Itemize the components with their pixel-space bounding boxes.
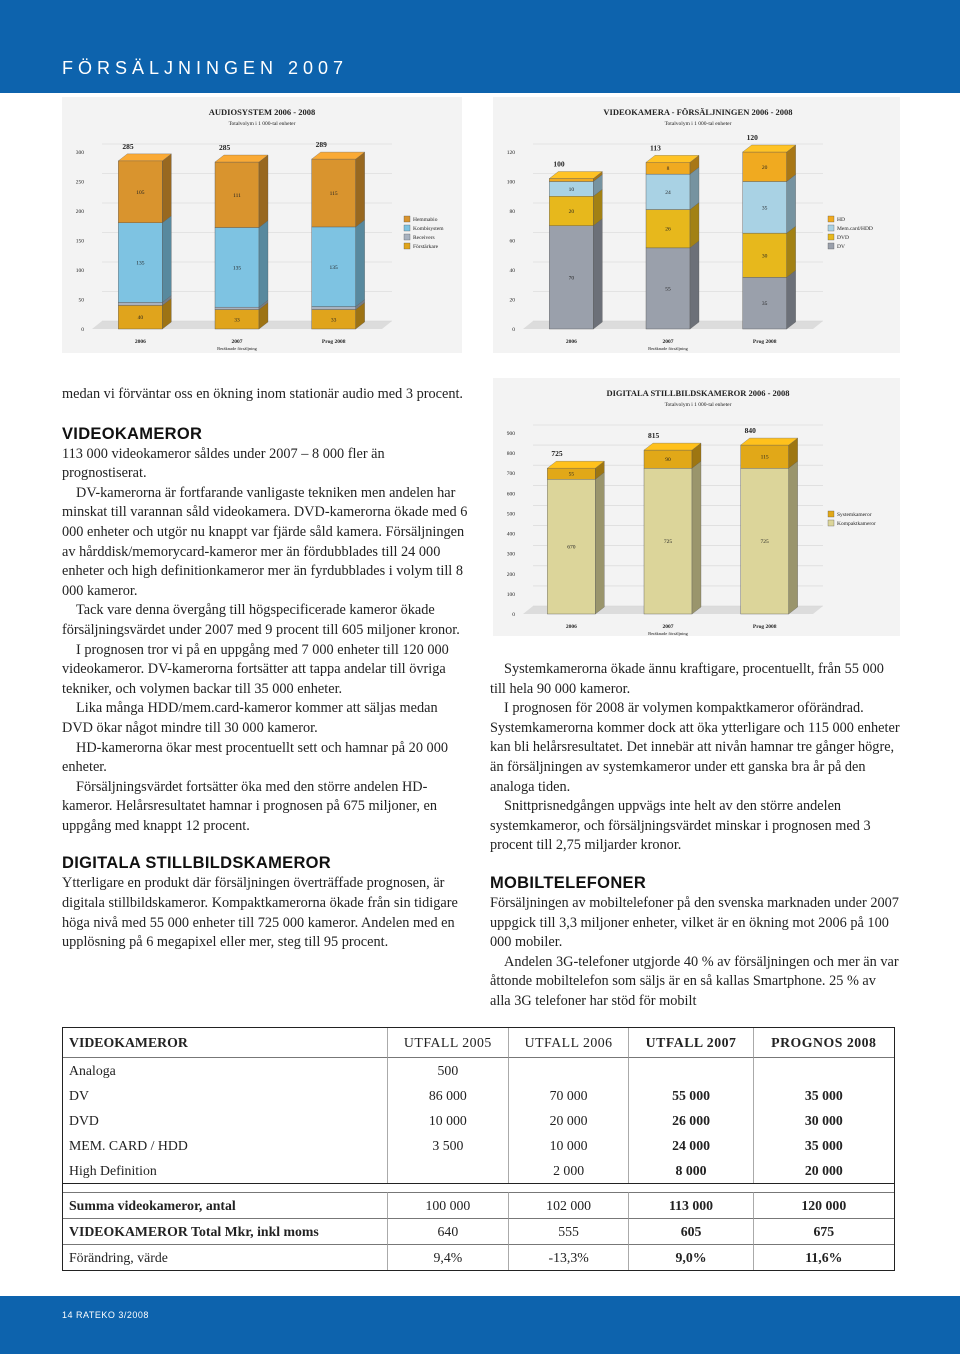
table-header-row xyxy=(63,1028,894,1057)
y-tick-label: 60 xyxy=(509,238,515,245)
segment-label: 35 xyxy=(761,301,768,308)
x-tick-label: 2006 xyxy=(565,339,577,345)
paragraph-video-4: I prognosen tror vi på en uppgång med 7 000 enheter till 120 000 videokameror. DV-kamerorna fortsätter att tappa andelar till övriga tekniker, och volymen backar till 35 000 enheter. xyxy=(62,641,449,697)
row-label: DV xyxy=(63,1083,388,1108)
segment-label: 135 xyxy=(136,260,145,267)
x-tick-label: 2007 xyxy=(231,339,243,345)
videokameror-table xyxy=(62,1027,895,1271)
legend-label: DVD xyxy=(837,235,849,241)
y-tick-label: 200 xyxy=(506,571,515,578)
segment-label: 33 xyxy=(330,317,337,324)
legend-swatch xyxy=(828,243,834,249)
table-title: VIDEOKAMEROR xyxy=(63,1028,388,1057)
bar-segment xyxy=(312,307,356,310)
bar-side xyxy=(690,241,699,329)
paragraph-digital-1: Ytterligare en produkt där försäljningen överträffade prognosen, är digitala stillbildskameror. Kompaktkamerorna ökade från sin tidigare höga nivå med 55 000 enheter till 725 000 kameror. Andelen med en upplösning på 6 megapixel eller mer, steg till 95 procent. xyxy=(62,875,458,951)
paragraph-video-6: HD-kamerorna ökar mest procentuellt sett och hamnar på 20 000 enheter. xyxy=(62,739,448,776)
segment-label: 26 xyxy=(665,226,671,233)
legend-label: Mem.card/HDD xyxy=(837,226,873,232)
bar-side xyxy=(690,203,699,248)
x-tick-label: Prog 2008 xyxy=(752,339,777,345)
segment-label: 20 xyxy=(761,164,768,171)
legend-swatch xyxy=(828,520,834,526)
cell: 35 000 xyxy=(804,1087,843,1103)
page-footer xyxy=(0,1296,960,1354)
segment-label: 135 xyxy=(329,264,338,271)
chart-subtitle: Totalvolym i 1 000-tal enheter xyxy=(228,121,296,127)
y-tick-label: 150 xyxy=(75,238,84,245)
y-tick-label: 50 xyxy=(78,297,84,304)
x-tick-label: 2006 xyxy=(134,339,146,345)
legend-label: Hemmabio xyxy=(413,217,438,223)
y-tick-label: 300 xyxy=(506,551,515,558)
segment-label: 70 xyxy=(568,275,575,282)
y-tick-label: 600 xyxy=(506,491,515,498)
y-tick-label: 40 xyxy=(509,268,515,274)
cell: 70 000 xyxy=(509,1083,630,1108)
cell xyxy=(509,1057,630,1083)
cell: 35 000 xyxy=(804,1137,843,1153)
bar-side xyxy=(787,175,796,234)
bar-side xyxy=(787,226,796,277)
heading-digitala-stillbildskameror: DIGITALA STILLBILDSKAMEROR xyxy=(62,854,332,873)
column-header: PROGNOS 2008 xyxy=(771,1034,877,1050)
bar-side xyxy=(259,221,268,308)
total-label: 285 xyxy=(122,141,134,151)
total-label: 725 xyxy=(551,449,563,459)
cell xyxy=(388,1158,509,1183)
cell: 86 000 xyxy=(388,1083,509,1108)
chart-audiosystem-svg xyxy=(62,97,462,353)
legend-swatch xyxy=(828,511,834,517)
y-tick-label: 120 xyxy=(506,150,515,156)
chart-videokamera-svg xyxy=(493,97,900,353)
cell: 675 xyxy=(754,1218,894,1244)
x-tick-label: Prog 2008 xyxy=(752,624,777,630)
cell: 555 xyxy=(509,1218,630,1244)
row-label: High Definition xyxy=(63,1158,388,1183)
column-header: UTFALL 2007 xyxy=(629,1028,753,1057)
summary-row xyxy=(63,1244,894,1270)
segment-label: 115 xyxy=(760,454,769,461)
summary-row xyxy=(63,1192,894,1218)
bar-top xyxy=(312,152,365,159)
page-header xyxy=(0,0,960,93)
y-tick-label: 500 xyxy=(506,511,515,518)
row-label: Analoga xyxy=(63,1057,388,1083)
total-label: 815 xyxy=(648,431,660,441)
summary-row xyxy=(63,1218,894,1244)
total-label: 100 xyxy=(553,159,565,169)
paragraph-system-2: I prognosen för 2008 är volymen kompaktkameror oförändrad. Systemkamerorna kommer dock att öka ytterligare och 115 000 enheter kan bli helårsresultatet. Det innebär att nivån hamnar tre gånger högre, än försäljningen av systemkameror under ett ganska bra år på den analoga tiden. xyxy=(490,700,900,795)
y-tick-label: 300 xyxy=(75,150,84,156)
cell: 11,6% xyxy=(754,1244,894,1270)
row-label: Summa videokameror, antal xyxy=(63,1192,388,1218)
chart-footnote: Beräknade försäljning xyxy=(648,346,688,351)
legend-label: Kompaktkameror xyxy=(837,521,876,527)
legend-swatch xyxy=(828,225,834,231)
cell xyxy=(629,1057,753,1083)
paragraph-mobil-1: Försäljningen av mobiltelefoner på den svenska marknaden under 2007 uppgick till 3,3 miljoner enheter, vilket är en ökning mot 2006 på 100 000 mobiler. xyxy=(490,894,899,951)
chart-videokamera xyxy=(493,97,900,353)
segment-label: 30 xyxy=(761,253,768,260)
y-tick-label: 0 xyxy=(81,327,84,333)
legend-swatch xyxy=(828,234,834,240)
cell: 26 000 xyxy=(629,1108,753,1133)
total-label: 840 xyxy=(744,426,756,436)
cell: 640 xyxy=(388,1218,509,1244)
bar-top xyxy=(215,155,268,162)
bar-top xyxy=(118,154,171,161)
paragraph-video-1: 113 000 videokameror såldes under 2007 – 8 000 fler än prognostiserat. xyxy=(62,445,385,482)
chart-digitala-svg xyxy=(493,378,900,636)
chart-footnote: Beräknade försäljning xyxy=(217,346,257,351)
bar-top xyxy=(743,145,796,152)
x-tick-label: 2007 xyxy=(662,624,674,630)
legend-swatch xyxy=(404,216,410,222)
segment-label: 10 xyxy=(568,186,575,193)
paragraph-system-1: Systemkamerorna ökade ännu kraftigare, procentuellt, från 55 000 till hela 90 000 kameror. xyxy=(490,661,884,697)
cell: 20 000 xyxy=(509,1108,630,1133)
y-tick-label: 900 xyxy=(506,431,515,437)
bar-side xyxy=(690,167,699,209)
bar-side xyxy=(787,270,796,329)
heading-mobiltelefoner: MOBILTELEFONER xyxy=(490,873,647,892)
y-tick-label: 800 xyxy=(506,451,515,458)
y-tick-label: 80 xyxy=(509,209,515,215)
bar-top xyxy=(549,172,602,179)
segment-label: 8 xyxy=(666,166,670,173)
legend-swatch xyxy=(404,225,410,231)
bar-side xyxy=(356,152,365,227)
segment-label: 90 xyxy=(665,457,671,464)
cell: 3 500 xyxy=(388,1133,509,1158)
bar-top xyxy=(547,461,604,468)
cell: 2 000 xyxy=(509,1158,630,1183)
table-row xyxy=(63,1057,894,1083)
total-label: 120 xyxy=(746,133,758,142)
segment-label: 33 xyxy=(234,317,240,324)
chart-subtitle: Totalvolym i 1 000-tal enheter xyxy=(664,121,732,127)
cell xyxy=(754,1057,894,1083)
segment-label: 20 xyxy=(568,209,575,215)
bar-top xyxy=(646,155,699,162)
y-tick-label: 0 xyxy=(512,327,515,333)
legend-label: Förstärkare xyxy=(413,244,439,250)
table-separator xyxy=(63,1183,894,1192)
bar-side xyxy=(162,216,171,303)
paragraph-mobil-2: Andelen 3G-telefoner utgjorde 40 % av försäljningen och mer än var åttonde mobiltelefon som säljs är en så kallas Smartphone. 25 % av alla 3G telefoner har stöd för mobilt xyxy=(490,953,899,1009)
y-tick-label: 250 xyxy=(75,179,84,186)
table-row xyxy=(63,1108,894,1133)
cell: 100 000 xyxy=(388,1192,509,1218)
cell: 9,4% xyxy=(388,1244,509,1270)
total-label: 289 xyxy=(315,140,327,150)
bar-top xyxy=(741,438,798,445)
legend-label: Receivers xyxy=(413,235,435,241)
bar-top xyxy=(644,443,701,450)
paragraph-video-3: Tack vare denna övergång till högspecificerade kameror ökade försäljningsvärdet under 2007 med 9 procent till 605 miljoner kronor. xyxy=(62,602,460,638)
bar-side xyxy=(789,461,798,614)
chart-audiosystem xyxy=(62,97,462,353)
segment-label: 111 xyxy=(233,192,241,199)
y-tick-label: 100 xyxy=(506,591,515,598)
bar-segment xyxy=(549,179,593,182)
paragraph-video-2: DV-kamerorna är fortfarande vanligaste tekniken men andelen har minskat till varannan såld videokamera. DVD-kamerorna ökade med 6 000 enheter och utgör nu knappt var fjärde såld kamera. Försäljningen av hårddisk/memorycard-kameror mer än fördubblades till 24 000 enheter och high definitionkameror mer än fyrdubblades i volym till 8 000 kameror. xyxy=(62,484,468,599)
chart-title: VIDEOKAMERA - FÖRSÄLJNINGEN 2006 - 2008 xyxy=(603,107,793,117)
segment-label: 725 xyxy=(663,539,673,546)
cell: 24 000 xyxy=(629,1133,753,1158)
segment-label: 40 xyxy=(137,315,144,322)
table-row xyxy=(63,1083,894,1108)
segment-label: 24 xyxy=(665,189,671,196)
y-tick-label: 200 xyxy=(75,209,84,215)
bar-side xyxy=(593,219,602,329)
segment-label: 55 xyxy=(568,471,575,478)
right-column xyxy=(490,660,900,1012)
cell: 102 000 xyxy=(509,1192,630,1218)
y-tick-label: 20 xyxy=(509,297,515,304)
segment-label: 35 xyxy=(761,205,768,212)
cell: 10 000 xyxy=(509,1133,630,1158)
column-header: UTFALL 2006 xyxy=(509,1028,630,1057)
row-label: Förändring, värde xyxy=(63,1244,388,1270)
cell: 8 000 xyxy=(629,1158,753,1183)
segment-label: 55 xyxy=(665,286,671,293)
bar-side xyxy=(259,155,268,227)
segment-label: 725 xyxy=(760,539,769,546)
cell: 605 xyxy=(629,1218,753,1244)
segment-label: 670 xyxy=(567,544,576,551)
footer-text: 14 RATEKO 3/2008 xyxy=(62,1310,149,1320)
x-tick-label: 2006 xyxy=(565,624,577,630)
y-tick-label: 700 xyxy=(506,471,515,478)
header-title: FÖRSÄLJNINGEN 2007 xyxy=(62,58,349,78)
paragraph-intro: medan vi förväntar oss en ökning inom stationär audio med 3 procent. xyxy=(62,386,464,402)
bar-segment xyxy=(118,302,162,305)
cell: 9,0% xyxy=(629,1244,753,1270)
legend-swatch xyxy=(828,216,834,222)
cell: -13,3% xyxy=(509,1244,630,1270)
legend-label: Systemkameror xyxy=(837,512,872,518)
y-tick-label: 400 xyxy=(506,531,515,538)
bar-side xyxy=(356,220,365,307)
legend-label: DV xyxy=(837,244,845,250)
cell: 20 000 xyxy=(804,1162,843,1178)
left-column xyxy=(62,385,472,953)
segment-label: 115 xyxy=(329,191,338,198)
row-label: DVD xyxy=(63,1108,388,1133)
total-label: 285 xyxy=(219,143,231,153)
chart-footnote: Beräknade försäljning xyxy=(648,631,688,636)
cell: 120 000 xyxy=(754,1192,894,1218)
cell: 55 000 xyxy=(629,1083,753,1108)
legend-label: Kombisystem xyxy=(413,226,444,232)
chart-title: AUDIOSYSTEM 2006 - 2008 xyxy=(208,107,316,117)
bar-side xyxy=(595,472,604,614)
cell: 113 000 xyxy=(629,1192,753,1218)
paragraph-video-7: Försäljningsvärdet fortsätter öka med den större andelen HD-kameror. Helårsresultatet hamnar i prognosen på 675 miljoner, en uppgång med knappt 12 procent. xyxy=(62,778,437,834)
heading-videokameror: VIDEOKAMEROR xyxy=(62,424,203,443)
bar-side xyxy=(162,154,171,223)
legend-label: HD xyxy=(837,217,845,223)
column-header: UTFALL 2005 xyxy=(388,1028,509,1057)
legend-swatch xyxy=(404,243,410,249)
y-tick-label: 0 xyxy=(512,612,515,618)
total-label: 113 xyxy=(650,143,661,153)
cell: 500 xyxy=(388,1057,509,1083)
cell: 30 000 xyxy=(804,1112,843,1128)
table-row xyxy=(63,1158,894,1183)
row-label: VIDEOKAMEROR Total Mkr, inkl moms xyxy=(63,1218,388,1244)
paragraph-system-3: Snittprisnedgången uppvägs inte helt av den större andelen systemkameror, och försäljningsvärdet minskar i prognosen med 3 procent till 2,75 miljarder kronor. xyxy=(490,798,871,854)
chart-subtitle: Totalvolym i 1 000-tal enheter xyxy=(664,402,732,408)
chart-title: DIGITALA STILLBILDSKAMEROR 2006 - 2008 xyxy=(606,388,790,398)
y-tick-label: 100 xyxy=(75,268,84,274)
chart-digitala-stillbildskameror xyxy=(493,378,900,636)
segment-label: 135 xyxy=(232,265,242,272)
y-tick-label: 100 xyxy=(506,179,515,186)
legend-swatch xyxy=(404,234,410,240)
x-tick-label: Prog 2008 xyxy=(321,339,346,345)
cell: 10 000 xyxy=(388,1108,509,1133)
segment-label: 105 xyxy=(136,189,145,196)
x-tick-label: 2007 xyxy=(662,339,674,345)
bar-side xyxy=(692,461,701,614)
bar-segment xyxy=(215,307,259,309)
paragraph-video-5: Lika många HDD/mem.card-kameror kommer att säljas medan DVD ökar något mindre till 30 000 kameror. xyxy=(62,700,438,736)
row-label: MEM. CARD / HDD xyxy=(63,1133,388,1158)
table-row xyxy=(63,1133,894,1158)
